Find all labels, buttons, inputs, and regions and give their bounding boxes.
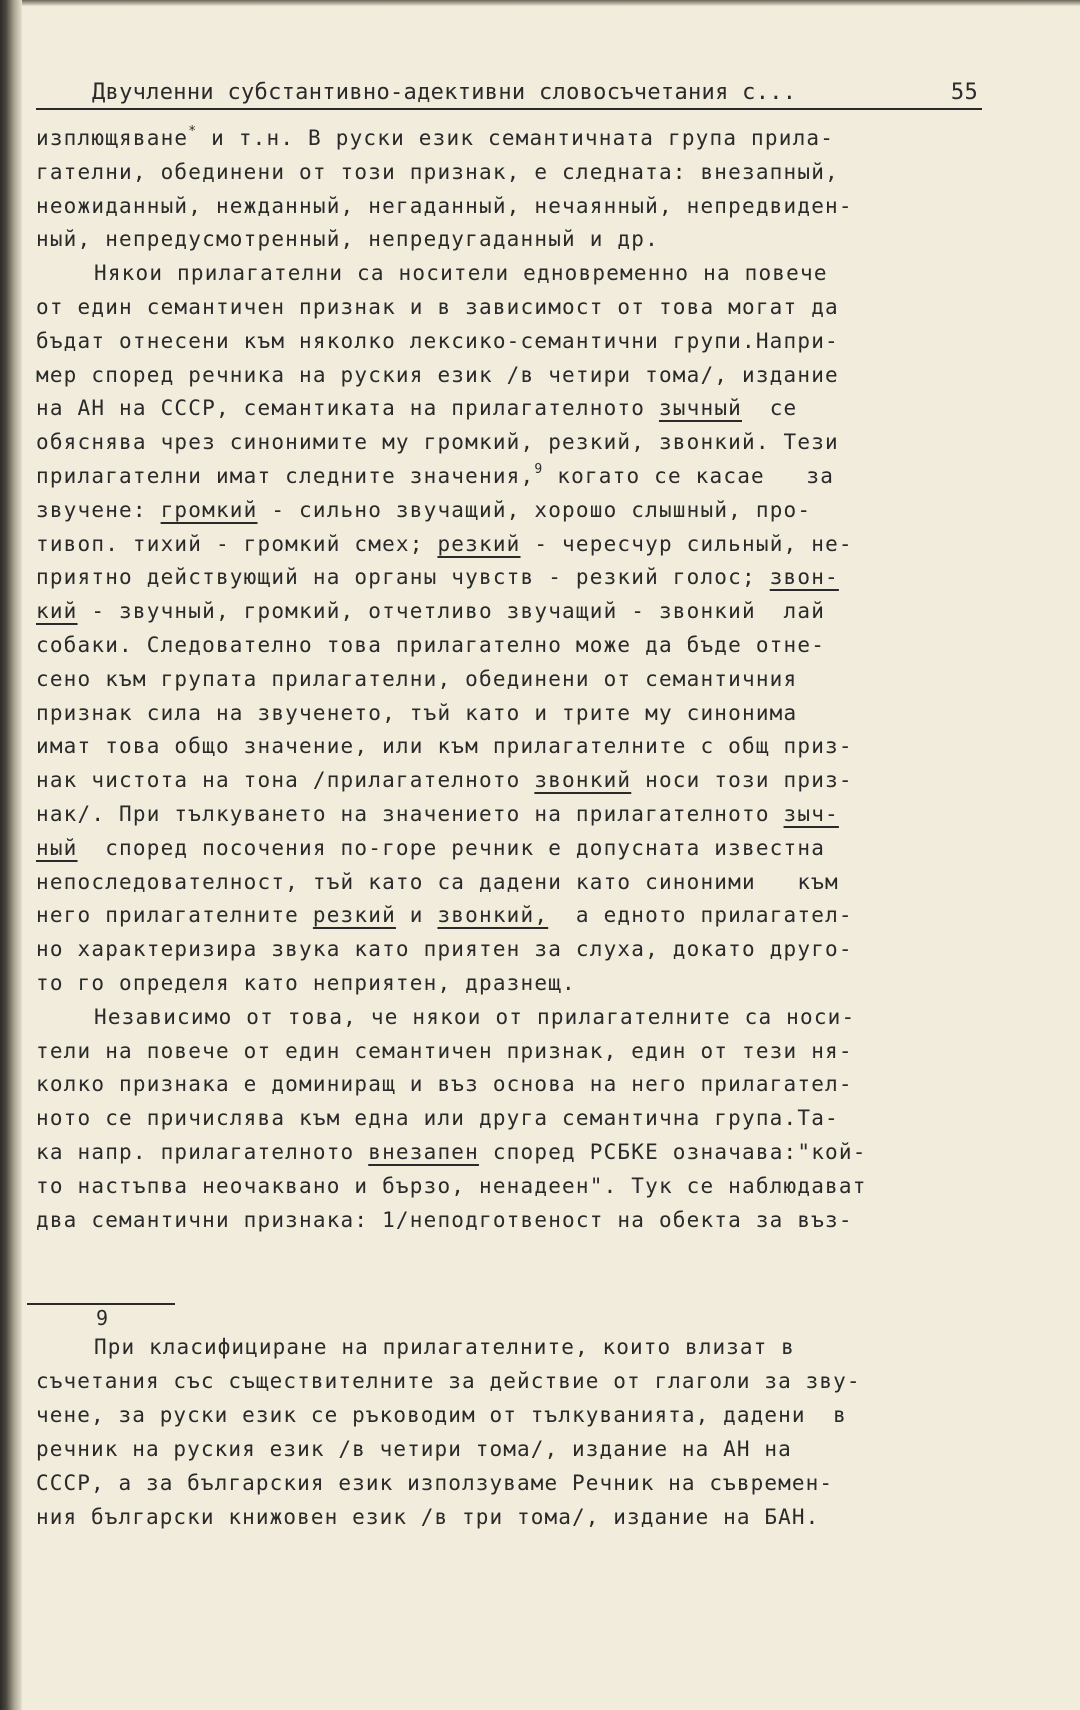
text-run: нак/. При тълкуването на значението на прилагателното xyxy=(36,801,784,826)
body-line xyxy=(36,190,982,224)
body-text xyxy=(36,122,982,1237)
body-line xyxy=(36,1035,982,1069)
footnote-separator xyxy=(27,1303,175,1305)
text-run: признак сила на звученето, тъй като и трите му синонима xyxy=(36,700,798,725)
body-line xyxy=(36,663,982,697)
text-run: и xyxy=(395,903,438,928)
running-title: Двучленни субстантивно-адективни словосъчетания с... xyxy=(92,80,797,105)
body-line xyxy=(36,764,982,798)
body-line xyxy=(36,494,982,528)
body-line xyxy=(36,325,982,359)
text-run: то го определя като неприятен, дразнещ. xyxy=(36,970,576,995)
underlined-term: звонкий, xyxy=(437,903,549,928)
text-run: а едното прилагател- xyxy=(548,903,853,928)
page-top-shadow xyxy=(0,0,1080,6)
body-line xyxy=(36,866,982,900)
running-header xyxy=(36,78,982,110)
body-line xyxy=(36,730,982,764)
text-run: колко признака е доминиращ и въз основа на него прилагател- xyxy=(36,1072,853,1097)
body-line xyxy=(36,1136,982,1170)
body-line xyxy=(36,1102,982,1136)
underlined-term: резкий xyxy=(437,531,521,556)
body-line xyxy=(36,1068,982,1102)
body-line xyxy=(36,1170,982,1204)
underlined-term: кий xyxy=(36,599,78,624)
text-run: два семантични признака: 1/неподготвеност на обекта за въз- xyxy=(36,1207,853,1232)
text-run: на АН на СССР, семантиката на прилагателното xyxy=(36,396,659,421)
text-run: тивоп. тихий - громкий смех; xyxy=(36,531,438,556)
underlined-term: резкий xyxy=(312,903,396,928)
text-run: се xyxy=(742,396,798,421)
text-run: - сильно звучащий, хорошо слышный, про- xyxy=(257,497,812,522)
footnote-number: 9 xyxy=(96,1306,110,1330)
footnote-line: СССР, а за българския език използуваме Речник на съвремен- xyxy=(36,1471,834,1495)
body-line xyxy=(36,832,982,866)
body-line xyxy=(36,967,982,1001)
text-run: сено към групата прилагателни, обединени от семантичния xyxy=(36,666,798,691)
text-run: - чересчур сильный, не- xyxy=(520,531,853,556)
text-run: Някои прилагателни са носители едновременно на повече xyxy=(94,261,828,286)
body-line xyxy=(36,460,982,494)
text-run: Независимо от това, че някои от прилагателните са носи- xyxy=(94,1004,856,1029)
footnote-line: ния български книжовен език /в три тома/, издание на БАН. xyxy=(36,1505,820,1529)
body-line xyxy=(36,257,982,291)
text-run: гателни, обединени от този признак, е следната: внезапный, xyxy=(36,159,839,184)
text-run: неожиданный, нежданный, негаданный, нечаянный, непредвиден- xyxy=(36,193,853,218)
body-line xyxy=(36,426,982,460)
text-run: носи този приз- xyxy=(631,768,853,793)
body-line xyxy=(36,1204,982,1238)
body-line xyxy=(36,697,982,731)
text-run: според РСБКЕ означава:"кой- xyxy=(478,1139,867,1164)
text-run: собаки. Следователно това прилагателно може да бъде отне- xyxy=(36,632,826,657)
body-line xyxy=(36,798,982,832)
text-run: ный, непредусмотренный, непредугаданный и др. xyxy=(36,227,659,252)
text-run: мер според речника на руския език /в четири тома/, издание xyxy=(36,362,839,387)
text-run: - звучный, громкий, отчетливо звучащий - звонкий лай xyxy=(77,599,826,624)
body-line xyxy=(36,933,982,967)
underlined-term: внезапен xyxy=(368,1139,479,1164)
underlined-term: зычный xyxy=(658,396,743,421)
page-number: 55 xyxy=(950,80,978,105)
text-run: то настъпва неочаквано и бързо, ненадеен". Тук се наблюдават xyxy=(36,1173,867,1198)
text-run: бъдат отнесени към няколко лексико-семантични групи.Напри- xyxy=(36,328,839,353)
underlined-term: громкий xyxy=(160,497,258,522)
text-run: прилагателни имат следните значения, xyxy=(36,463,535,488)
text-run: ното се причислява към една или друга семантична група.Та- xyxy=(36,1106,839,1131)
body-line xyxy=(36,223,982,257)
body-line xyxy=(36,1001,982,1035)
text-run: когато се касае за xyxy=(543,463,835,488)
footnote-marker: * xyxy=(188,124,198,139)
body-line xyxy=(36,595,982,629)
body-line xyxy=(36,528,982,562)
text-run: изплющяване xyxy=(36,126,189,150)
footnote-line: съчетания със съществителните за действие от глаголи за зву- xyxy=(36,1369,861,1393)
text-run: нак чистота на тона /прилагателното xyxy=(36,768,535,793)
text-run: според посочения по-горе речник е допусната известна xyxy=(77,835,826,860)
body-line xyxy=(36,359,982,393)
body-line xyxy=(36,392,982,426)
text-run: и т.н. В руски език семантичната група прила- xyxy=(197,126,835,150)
underlined-term: звон- xyxy=(769,565,839,590)
footnote-line: речник на руския език /в четири тома/, издание на АН на xyxy=(36,1437,792,1461)
footnote-line: чене, за руски език се ръководим от тълкуванията, дадени в xyxy=(36,1403,847,1427)
text-run: ка напр. прилагателното xyxy=(36,1139,369,1164)
body-line xyxy=(36,629,982,663)
underlined-term: ный xyxy=(36,835,78,860)
body-line xyxy=(36,122,982,156)
footnote-line: При класифициране на прилагателните, които влизат в xyxy=(94,1335,795,1359)
footnote-body xyxy=(36,1306,982,1534)
footnote-marker: 9 xyxy=(534,461,544,477)
text-run: но характеризира звука като приятен за слуха, докато друго- xyxy=(36,937,853,962)
text-run: обяснява чрез синонимите му громкий, резкий, звонкий. Тези xyxy=(36,430,839,455)
body-line xyxy=(36,156,982,190)
book-binding-edge xyxy=(0,0,22,1710)
text-run: звучене: xyxy=(36,497,161,522)
body-line xyxy=(36,291,982,325)
text-run: тели на повече от един семантичен признак, един от тези ня- xyxy=(36,1038,853,1063)
underlined-term: звонкий xyxy=(534,768,632,793)
text-run: непоследователност, тъй като са дадени като синоними към xyxy=(36,869,839,894)
body-line xyxy=(36,561,982,595)
body-line xyxy=(36,899,982,933)
text-run: него прилагателните xyxy=(36,903,313,928)
text-run: приятно действующий на органы чувств - резкий голос; xyxy=(36,565,770,590)
text-run: от един семантичен признак и в зависимост от това могат да xyxy=(36,294,839,319)
underlined-term: зыч- xyxy=(783,801,839,826)
text-run: имат това общо значение, или към прилагателните с общ приз- xyxy=(36,734,853,759)
footnote xyxy=(36,1306,982,1534)
scanned-page xyxy=(36,78,982,1237)
